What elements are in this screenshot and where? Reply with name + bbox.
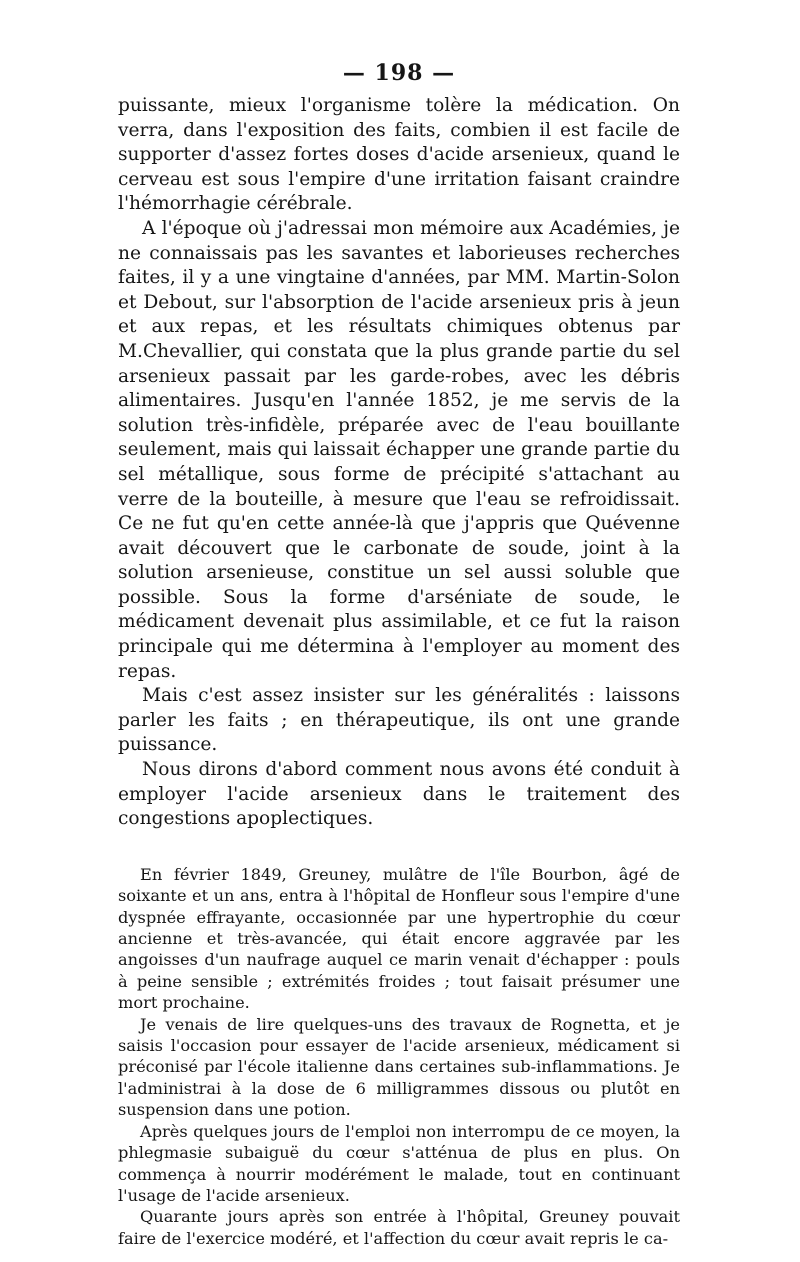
case-paragraph-rognetta: Je venais de lire quelques-uns des travaux de Rognetta, et je saisis l'occasion pour essayer de l'acide arsenieux, médicament si préconisé par l'école italienne dans certaines sub-inflammations. Je l'administrai à la dose de 6 milligrammes dissous ou plutôt en suspension dans une potion. <box>118 1014 680 1120</box>
paragraph-generalites: Mais c'est assez insister sur les généralités : laissons parler les faits ; en thérapeutique, ils ont une grande puissance. <box>118 685 680 756</box>
section-gap <box>118 832 680 864</box>
paragraph-congestions: Nous dirons d'abord comment nous avons été conduit à employer l'acide arsenieux dans le traitement des congestions apoplectiques. <box>118 759 680 830</box>
book-page <box>118 58 680 1249</box>
case-paragraph-greuney: En février 1849, Greuney, mulâtre de l'île Bourbon, âgé de soixante et un ans, entra à l'hôpital de Honfleur sous l'empire d'une dyspnée effrayante, occasionnée par une hypertrophie du cœur ancienne et très-avancée, qui était encore aggravée par les angoisses d'un naufrage auquel ce marin venait d'échapper : pouls à peine sensible ; extrémités froides ; tout faisait présumer une mort prochaine. <box>118 864 680 1013</box>
case-paragraph-recovery: Quarante jours après son entrée à l'hôpital, Greuney pouvait faire de l'exercice modéré, et l'affection du cœur avait repris le ca- <box>118 1207 680 1248</box>
page-number: — 198 — <box>342 60 456 86</box>
case-paragraph-treatment: Après quelques jours de l'emploi non interrompu de ce moyen, la phlegmasie subaiguë du cœur s'atténua de plus en plus. On commença à nourrir modérément le malade, tout en continuant l'usage de l'acide arsenieux. <box>118 1121 680 1205</box>
paragraph-continuation: puissante, mieux l'organisme tolère la médication. On verra, dans l'exposition des faits, combien il est facile de supporter d'assez fortes doses d'acide arsenieux, quand le cerveau est sous l'empire d'une irritation faisant craindre l'hémorrhagie cérébrale. <box>118 95 680 215</box>
paragraph-academies: A l'époque où j'adressai mon mémoire aux Académies, je ne connaissais pas les savantes et laborieuses recherches faites, il y a une vingtaine d'années, par MM. Martin-Solon et Debout, sur l'absorption de l'acide arsenieux pris à jeun et aux repas, et les résultats chimiques obtenus par M.Chevallier, qui constata que la plus grande partie du sel arsenieux passait par les garde-robes, avec les débris alimentaires. Jusqu'en l'année 1852, je me servis de la solution très-infidèle, préparée avec de l'eau bouillante seulement, mais qui laissait échapper une grande partie du sel métallique, sous forme de précipité s'attachant au verre de la bouteille, à mesure que l'eau se refroidissait. Ce ne fut qu'en cette année-là que j'appris que Quévenne avait découvert que le carbonate de soude, joint à la solution arsenieuse, constitue un sel aussi soluble que possible. Sous la forme d'arséniate de soude, le médicament devenait plus assimilable, et ce fut la raison principale qui me détermina à l'employer au moment des repas. <box>118 217 680 682</box>
